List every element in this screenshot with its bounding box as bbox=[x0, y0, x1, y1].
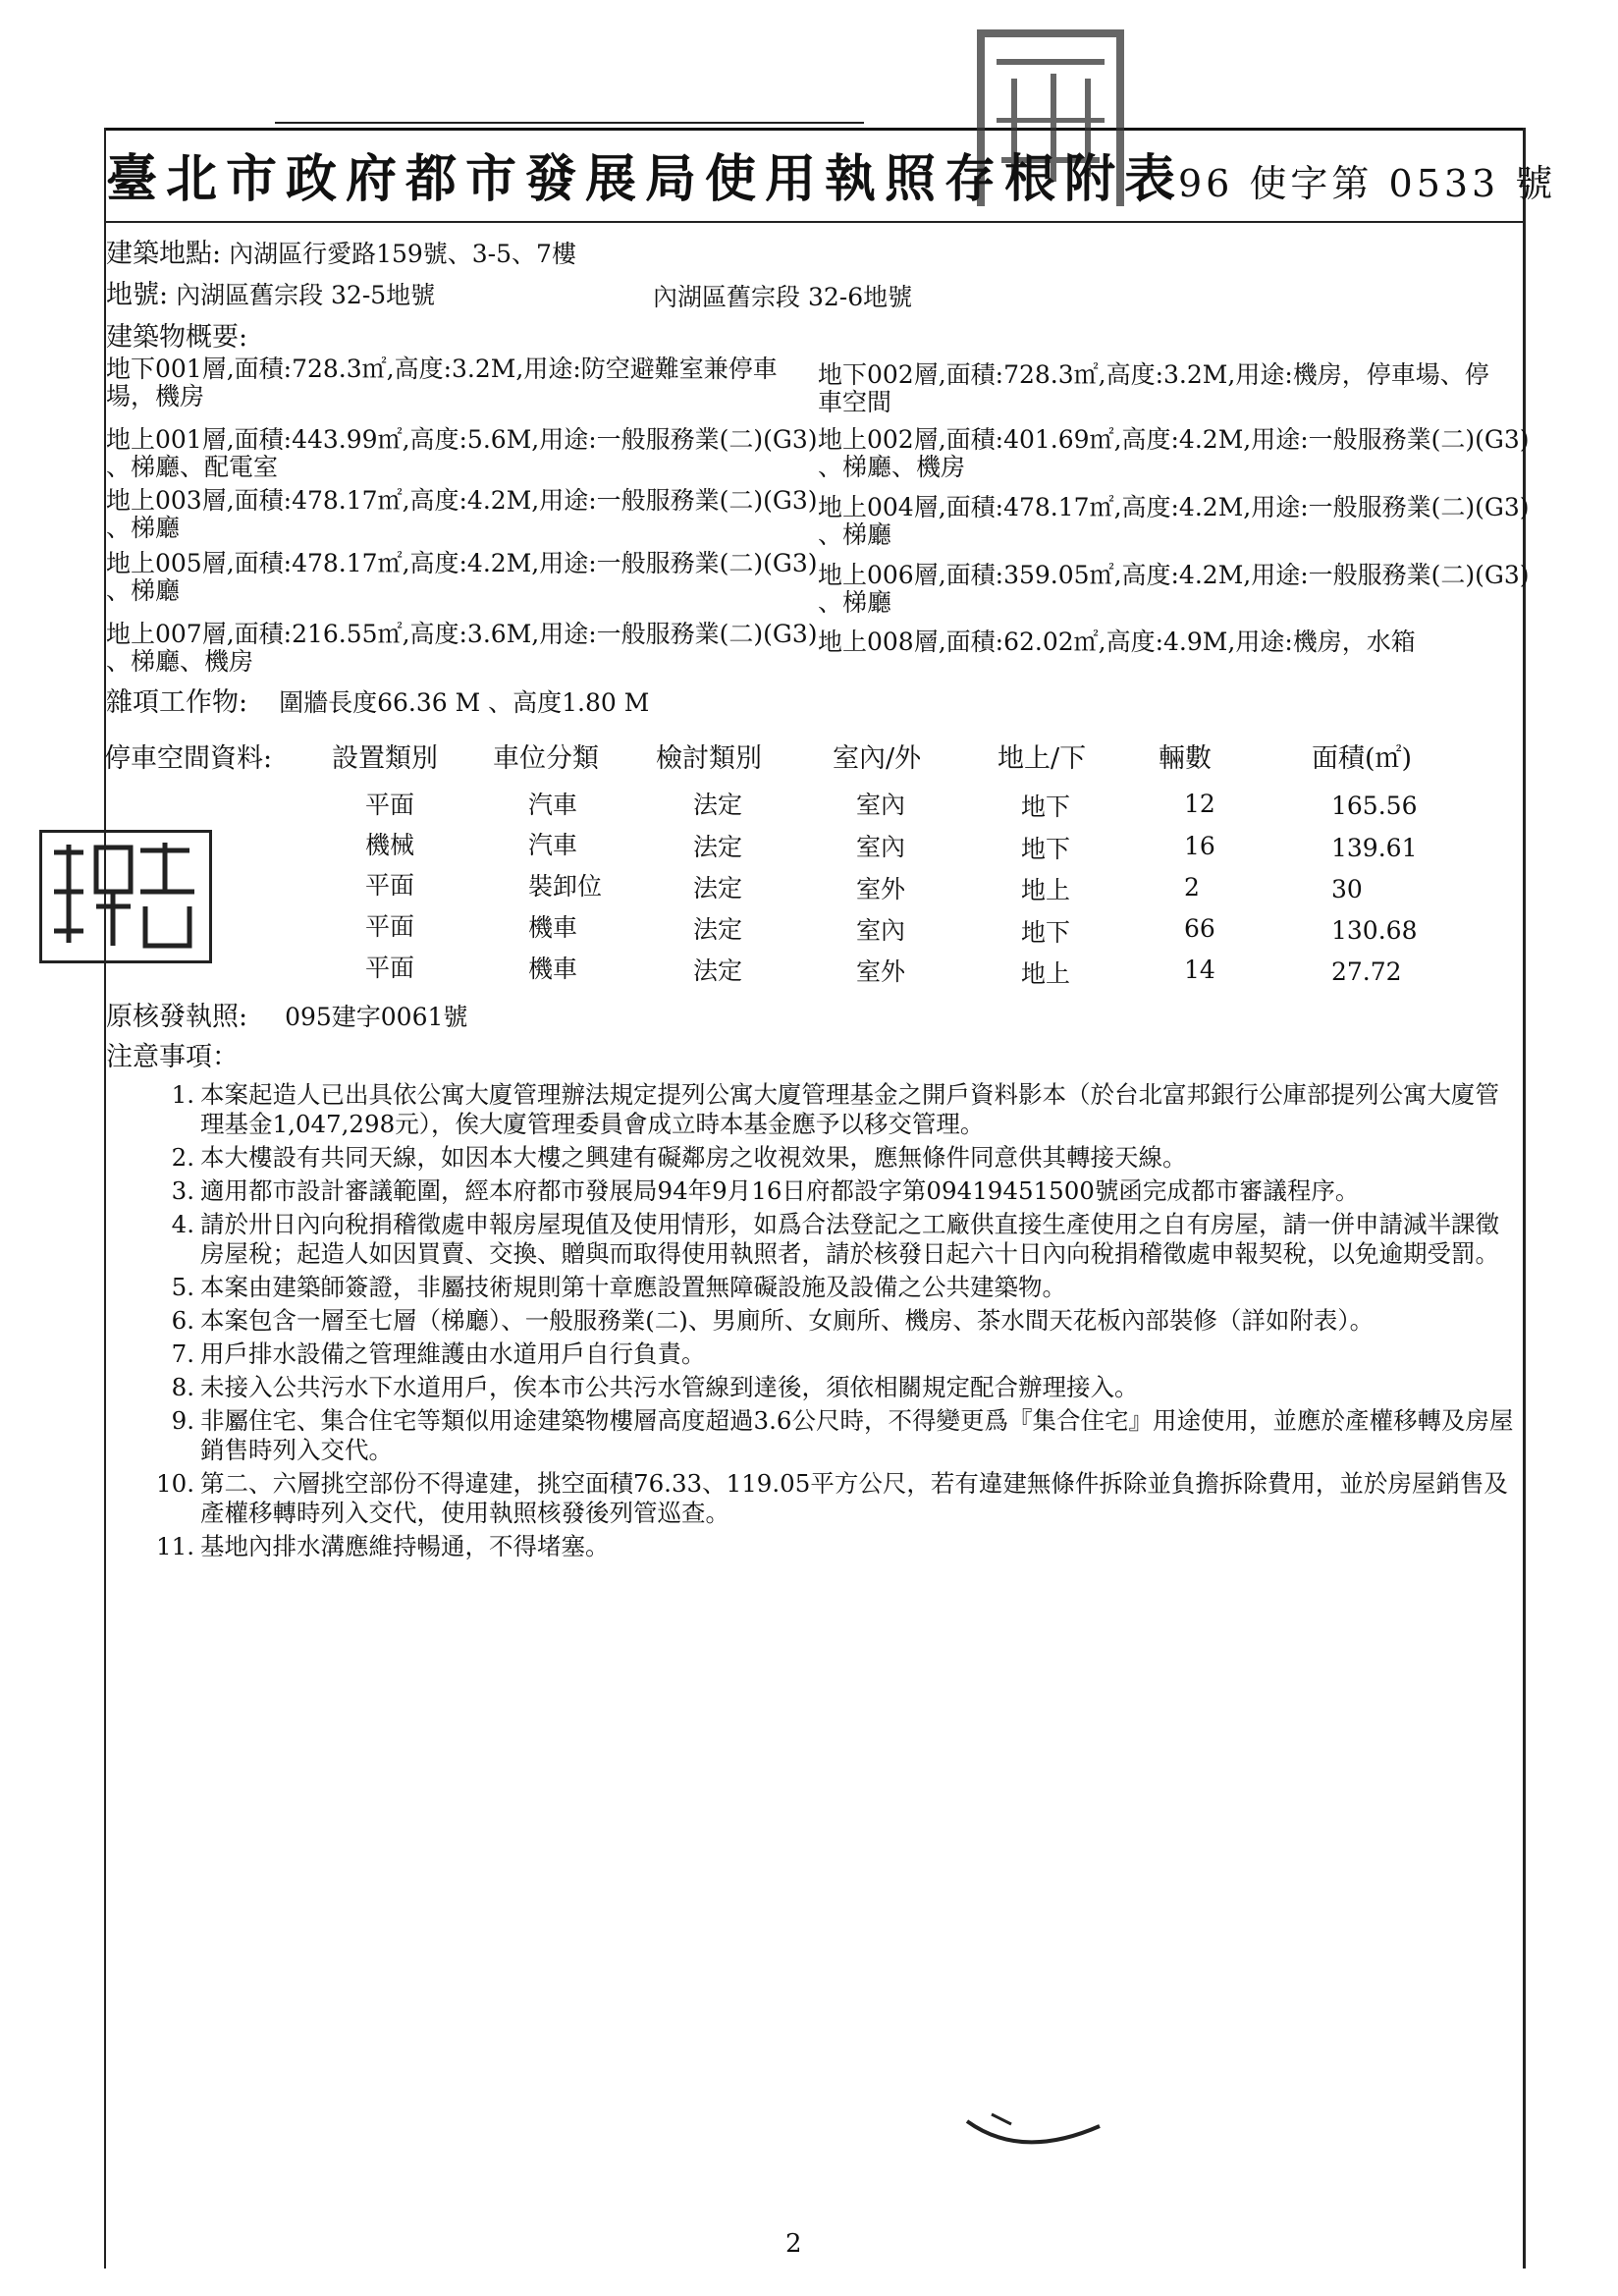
note-item bbox=[106, 1143, 1520, 1173]
parking-label: 停車空間資料: bbox=[104, 743, 273, 774]
floor-line: 、梯廳 bbox=[106, 576, 181, 605]
overview-label: 建築物概要: bbox=[106, 322, 248, 353]
parking-header: 設置類別 bbox=[332, 743, 438, 774]
note-number: 8. bbox=[171, 1373, 194, 1401]
parking-cell: 裝卸位 bbox=[528, 872, 603, 901]
parking-cell: 汽車 bbox=[528, 831, 578, 859]
title-rule bbox=[106, 221, 1525, 223]
floor-entry bbox=[106, 426, 818, 481]
note-text: 適用都市設計審議範圍，經本府都市發展局94年9月16日府都設字第09419451500號函完成都市審議程序。 bbox=[200, 1176, 1360, 1205]
parking-cell: 機械 bbox=[365, 831, 415, 859]
note-text: 請於卅日內向稅捐稽徵處申報房屋現值及使用情形，如爲合法登記之工廠供直接生產使用之自有房屋，請一併申請減半課徵房屋稅；起造人如因買賣、交換、贈與而取得使用執照者，請於核發日起六十日內向稅捐稽徵處申報契稅，以免逾期受罰。 bbox=[200, 1210, 1499, 1268]
original-permit-row bbox=[106, 1004, 467, 1031]
parking-cell: 法定 bbox=[693, 915, 743, 944]
parking-cell: 法定 bbox=[693, 957, 743, 985]
parking-cell: 法定 bbox=[693, 874, 743, 902]
note-item bbox=[106, 1373, 1520, 1402]
parking-cell: 12 bbox=[1184, 790, 1215, 818]
floor-line: 場，機房 bbox=[106, 382, 205, 410]
floor-line: 地上007層,面積:216.55㎡,高度:3.6M,用途:一般服務業(二)(G3) bbox=[106, 620, 818, 648]
parking-header: 室內/外 bbox=[833, 743, 922, 774]
note-item bbox=[106, 1176, 1520, 1206]
lot-value-1: 內湖區舊宗段 32-5地號 bbox=[176, 281, 436, 309]
lot-value-2: 內湖區舊宗段 32-6地號 bbox=[653, 283, 913, 311]
parking-cell: 27.72 bbox=[1331, 957, 1402, 986]
note-number: 2. bbox=[171, 1143, 194, 1172]
parking-cell: 地下 bbox=[1021, 918, 1071, 947]
parking-cell: 平面 bbox=[365, 871, 415, 900]
note-text: 基地內排水溝應維持暢通，不得堵塞。 bbox=[200, 1532, 610, 1560]
floor-line: 、梯廳、配電室 bbox=[106, 453, 279, 481]
floor-entry bbox=[818, 562, 1530, 617]
floor-line: 地上004層,面積:478.17㎡,高度:4.2M,用途:一般服務業(二)(G3) bbox=[818, 493, 1530, 521]
note-text: 未接入公共污水下水道用戶，俟本市公共污水管線到達後，須依相關規定配合辦理接入。 bbox=[200, 1373, 1139, 1401]
note-text: 本案包含一層至七層（梯廳）、一般服務業(二)、男廁所、女廁所、機房、茶水間天花板內部裝修（詳如附表）。 bbox=[200, 1306, 1375, 1335]
floor-entry bbox=[818, 426, 1530, 481]
seal-stamp-left bbox=[39, 830, 212, 963]
floor-line: 地下002層,面積:728.3㎡,高度:3.2M,用途:機房，停車場、停 bbox=[818, 360, 1489, 389]
parking-cell: 165.56 bbox=[1331, 792, 1418, 820]
floor-entry bbox=[818, 494, 1530, 549]
parking-cell: 機車 bbox=[528, 955, 578, 983]
note-item bbox=[106, 1469, 1520, 1528]
floor-line: 、梯廳、機房 bbox=[106, 647, 254, 676]
notes-label: 注意事項： bbox=[106, 1042, 239, 1072]
note-number: 1. bbox=[171, 1080, 194, 1109]
parking-header: 輛數 bbox=[1159, 743, 1212, 774]
floor-line: 地上005層,面積:478.17㎡,高度:4.2M,用途:一般服務業(二)(G3) bbox=[106, 549, 818, 577]
floor-line: 車空間 bbox=[818, 388, 892, 416]
parking-cell: 機車 bbox=[528, 913, 578, 942]
floor-line: 地上008層,面積:62.02㎡,高度:4.9M,用途:機房，水箱 bbox=[818, 628, 1416, 656]
floor-line: 、梯廳 bbox=[818, 520, 892, 549]
floor-entry bbox=[106, 621, 818, 676]
floor-entry bbox=[106, 550, 818, 605]
note-item bbox=[106, 1306, 1520, 1336]
note-number: 7. bbox=[171, 1339, 194, 1368]
note-text: 本大樓設有共同天線，如因本大樓之興建有礙鄰房之收視效果，應無條件同意供其轉接天線。 bbox=[200, 1143, 1187, 1172]
parking-cell: 地上 bbox=[1021, 959, 1071, 988]
frame-top bbox=[106, 128, 1525, 131]
floor-line: 、梯廳 bbox=[106, 514, 181, 542]
floor-entry bbox=[106, 355, 778, 410]
parking-header: 檢討類別 bbox=[656, 743, 762, 774]
floor-line: 地上003層,面積:478.17㎡,高度:4.2M,用途:一般服務業(二)(G3) bbox=[106, 486, 818, 515]
note-text: 本案由建築師簽證，非屬技術規則第十章應設置無障礙設施及設備之公共建築物。 bbox=[200, 1273, 1066, 1301]
floor-line: 地上001層,面積:443.99㎡,高度:5.6M,用途:一般服務業(二)(G3) bbox=[106, 425, 818, 454]
floor-entry bbox=[818, 361, 1489, 416]
floor-line: 地上002層,面積:401.69㎡,高度:4.2M,用途:一般服務業(二)(G3) bbox=[818, 425, 1530, 454]
address-row bbox=[106, 241, 576, 268]
parking-cell: 30 bbox=[1331, 875, 1363, 903]
lot-row bbox=[106, 282, 435, 309]
parking-cell: 平面 bbox=[365, 912, 415, 941]
parking-cell: 平面 bbox=[365, 954, 415, 982]
parking-cell: 平面 bbox=[365, 791, 415, 819]
note-number: 4. bbox=[171, 1210, 194, 1238]
parking-cell: 地下 bbox=[1021, 793, 1071, 821]
note-item bbox=[106, 1080, 1520, 1139]
original-permit-value: 095建字0061號 bbox=[285, 1003, 468, 1031]
floor-entry bbox=[106, 487, 818, 542]
page-number: 2 bbox=[785, 2229, 802, 2259]
note-number: 3. bbox=[171, 1176, 194, 1205]
note-text: 非屬住宅、集合住宅等類似用途建築物樓層高度超過3.6公尺時，不得變更爲『集合住宅』用途使用，並應於產權移轉及房屋銷售時列入交代。 bbox=[200, 1406, 1514, 1464]
notes-list bbox=[106, 1080, 1520, 1565]
note-item bbox=[106, 1210, 1520, 1269]
parking-cell: 室內 bbox=[856, 791, 906, 819]
note-text: 本案起造人已出具依公寓大廈管理辦法規定提列公寓大廈管理基金之開戶資料影本（於台北富邦銀行公庫部提列公寓大廈管理基金1,047,298元），俟大廈管理委員會成立時本基金應予以移交管理。 bbox=[200, 1080, 1499, 1138]
pen-mark bbox=[962, 2106, 1109, 2156]
misc-row bbox=[106, 689, 649, 717]
address-label: 建築地點: bbox=[106, 239, 222, 269]
floor-entry bbox=[818, 629, 1416, 656]
note-item bbox=[106, 1406, 1520, 1465]
note-number: 5. bbox=[171, 1273, 194, 1301]
note-number: 11. bbox=[156, 1532, 194, 1560]
parking-header: 地上/下 bbox=[998, 743, 1087, 774]
parking-cell: 130.68 bbox=[1331, 916, 1418, 945]
note-item bbox=[106, 1339, 1520, 1369]
parking-cell: 汽車 bbox=[528, 791, 578, 819]
floor-line: 、梯廳、機房 bbox=[818, 453, 966, 481]
note-text: 第二、六層挑空部份不得違建，挑空面積76.33、119.05平方公尺，若有違建無條件拆除並負擔拆除費用，並於房屋銷售及產權移轉時列入交代，使用執照核發後列管巡查。 bbox=[200, 1469, 1508, 1527]
note-text: 用戶排水設備之管理維護由水道用戶自行負責。 bbox=[200, 1339, 706, 1368]
note-number: 10. bbox=[156, 1469, 194, 1498]
note-number: 9. bbox=[171, 1406, 194, 1435]
floor-line: 、梯廳 bbox=[818, 588, 892, 617]
floor-line: 地下001層,面積:728.3㎡,高度:3.2M,用途:防空避難室兼停車 bbox=[106, 355, 778, 383]
parking-cell: 66 bbox=[1184, 914, 1215, 943]
document-title: 臺北市政府都市發展局使用執照存根附表 bbox=[106, 149, 1185, 209]
address-value: 內湖區行愛路159號、3-5、7樓 bbox=[229, 240, 576, 268]
parking-cell: 139.61 bbox=[1331, 834, 1418, 862]
misc-value: 圍牆長度66.36 M 、高度1.80 M bbox=[279, 688, 650, 717]
parking-cell: 室外 bbox=[856, 957, 906, 986]
parking-cell: 法定 bbox=[693, 833, 743, 861]
note-item bbox=[106, 1532, 1520, 1561]
parking-cell: 室內 bbox=[856, 833, 906, 861]
parking-cell: 室外 bbox=[856, 875, 906, 903]
parking-header: 車位分類 bbox=[493, 743, 599, 774]
floor-line: 地上006層,面積:359.05㎡,高度:4.2M,用途:一般服務業(二)(G3) bbox=[818, 561, 1530, 589]
parking-cell: 地上 bbox=[1021, 876, 1071, 904]
note-number: 6. bbox=[171, 1306, 194, 1335]
parking-cell: 14 bbox=[1184, 956, 1215, 984]
parking-cell: 地下 bbox=[1021, 835, 1071, 863]
lot-label: 地號: bbox=[106, 280, 169, 310]
note-item bbox=[106, 1273, 1520, 1302]
parking-cell: 法定 bbox=[693, 791, 743, 819]
original-permit-label: 原核發執照: bbox=[106, 1002, 248, 1032]
parking-header: 面積(㎡) bbox=[1312, 743, 1413, 774]
parking-cell: 2 bbox=[1184, 873, 1200, 902]
top-short-rule bbox=[275, 122, 864, 124]
permit-number: 96 使字第 0533 號 bbox=[1178, 162, 1557, 205]
parking-cell: 16 bbox=[1184, 832, 1215, 860]
misc-label: 雜項工作物: bbox=[106, 687, 248, 718]
parking-cell: 室內 bbox=[856, 916, 906, 945]
